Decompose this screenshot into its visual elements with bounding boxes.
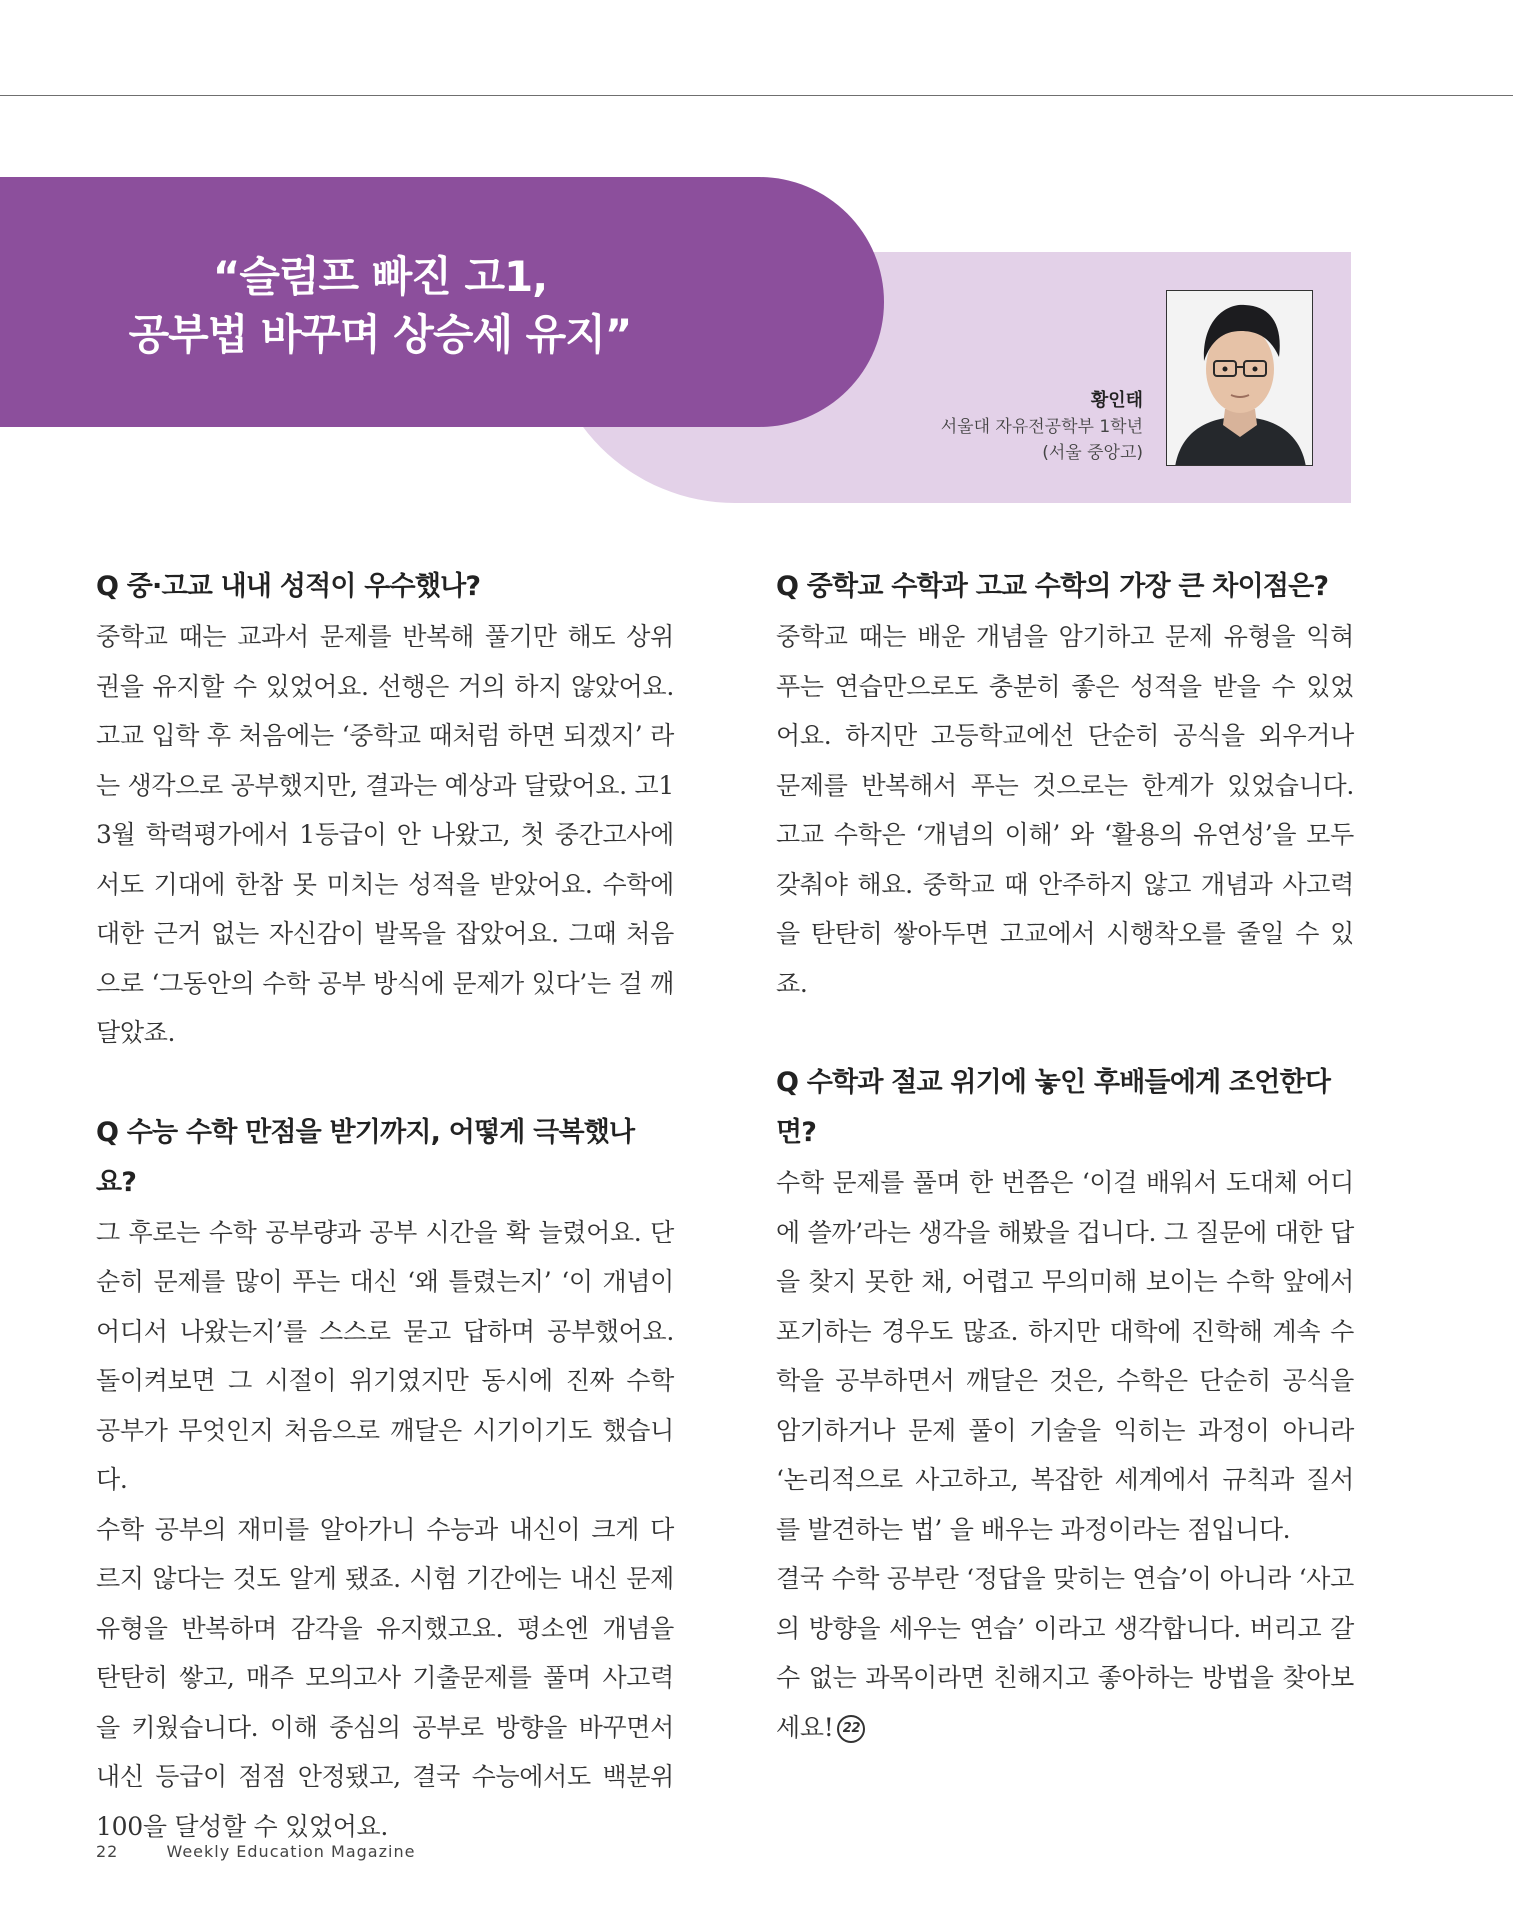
question-1: Q 중·고교 내내 성적이 우수했나? xyxy=(96,571,481,602)
profile-photo xyxy=(1166,290,1313,466)
question-4: Q 수학과 절교 위기에 놓인 후배들에게 조언한다면? xyxy=(776,1067,1331,1148)
profile-school: (서울 중앙고) xyxy=(1042,443,1143,463)
headline xyxy=(100,248,660,364)
profile-info xyxy=(941,388,1143,466)
profile-affiliation: 서울대 자유전공학부 1학년 xyxy=(940,417,1143,437)
footer xyxy=(96,1842,415,1861)
answer-4-paragraph-2 xyxy=(776,1554,1354,1752)
answer-1: 중학교 때는 교과서 문제를 반복해 풀기만 해도 상위권을 유지할 수 있었어요. 선행은 거의 하지 않았어요. 고교 입학 후 처음에는 ‘중학교 때처럼 하면 되겠지’ 라는 생각으로 공부했지만, 결과는 예상과 달랐어요. 고1 3월 학력평가에서 1등급이 안 나왔고, 첫 중간고사에서도 기대에 한참 못 미치는 성적을 받았어요. 수학에 대한 근거 없는 자신감이 발목을 잡았어요. 그때 처음으로 ‘그동안의 수학 공부 방식에 문제가 있다’는 걸 깨달았죠. xyxy=(96,622,674,1047)
question-2: Q 수능 수학 만점을 받기까지, 어떻게 극복했나요? xyxy=(96,1116,635,1198)
headline-line-1: “슬럼프 빠진 고1, xyxy=(212,252,548,301)
end-mark-icon: 22 xyxy=(837,1715,865,1743)
answer-4-paragraph-2-text: 결국 수학 공부란 ‘정답을 맞히는 연습’이 아니라 ‘사고의 방향을 세우는 연습’ 이라고 생각합니다. 버리고 갈 수 없는 과목이라면 친해지고 좋아하는 방법을 찾아보세요! xyxy=(776,1564,1354,1742)
right-column xyxy=(776,562,1354,1752)
profile-name: 황인태 xyxy=(1090,390,1143,411)
left-column xyxy=(96,562,674,1851)
magazine-name: Weekly Education Magazine xyxy=(166,1842,416,1861)
answer-2-paragraph-1: 그 후로는 수학 공부량과 공부 시간을 확 늘렸어요. 단순히 문제를 많이 푸는 대신 ‘왜 틀렸는지’ ‘이 개념이 어디서 나왔는지’를 스스로 묻고 답하며 공부했어요. 돌이켜보면 그 시절이 위기였지만 동시에 진짜 수학 공부가 무엇인지 처음으로 깨달은 시기이기도 했습니다. xyxy=(96,1217,674,1494)
page-number: 22 xyxy=(96,1842,119,1861)
question-3: Q 중학교 수학과 고교 수학의 가장 큰 차이점은? xyxy=(776,571,1329,602)
top-rule xyxy=(0,95,1513,96)
answer-4-paragraph-1: 수학 문제를 풀며 한 번쯤은 ‘이걸 배워서 도대체 어디에 쓸까’라는 생각을 해봤을 겁니다. 그 질문에 대한 답을 찾지 못한 채, 어렵고 무의미해 보이는 수학 앞에서 포기하는 경우도 많죠. 하지만 대학에 진학해 계속 수학을 공부하면서 깨달은 것은, 수학은 단순히 공식을 암기하거나 문제 풀이 기술을 익히는 과정이 아니라 ‘논리적으로 사고하고, 복잡한 세계에서 규칙과 질서를 발견하는 법’ 을 배우는 과정이라는 점입니다. xyxy=(776,1168,1354,1544)
student-portrait-icon xyxy=(1167,291,1313,466)
answer-2-paragraph-2: 수학 공부의 재미를 알아가니 수능과 내신이 크게 다르지 않다는 것도 알게 됐죠. 시험 기간에는 내신 문제 유형을 반복하며 감각을 유지했고요. 평소엔 개념을 탄탄히 쌓고, 매주 모의고사 기출문제를 풀며 사고력을 키웠습니다. 이해 중심의 공부로 방향을 바꾸면서 내신 등급이 점점 안정됐고, 결국 수능에서도 백분위 100을 달성할 수 있었어요. xyxy=(96,1514,674,1841)
answer-3: 중학교 때는 배운 개념을 암기하고 문제 유형을 익혀 푸는 연습만으로도 충분히 좋은 성적을 받을 수 있었어요. 하지만 고등학교에선 단순히 공식을 외우거나 문제를 반복해서 푸는 것으로는 한계가 있었습니다. 고교 수학은 ‘개념의 이해’ 와 ‘활용의 유연성’을 모두 갖춰야 해요. 중학교 때 안주하지 않고 개념과 사고력을 탄탄히 쌓아두면 고교에서 시행착오를 줄일 수 있죠. xyxy=(776,622,1354,998)
headline-line-2: 공부법 바꾸며 상승세 유지” xyxy=(128,310,632,359)
